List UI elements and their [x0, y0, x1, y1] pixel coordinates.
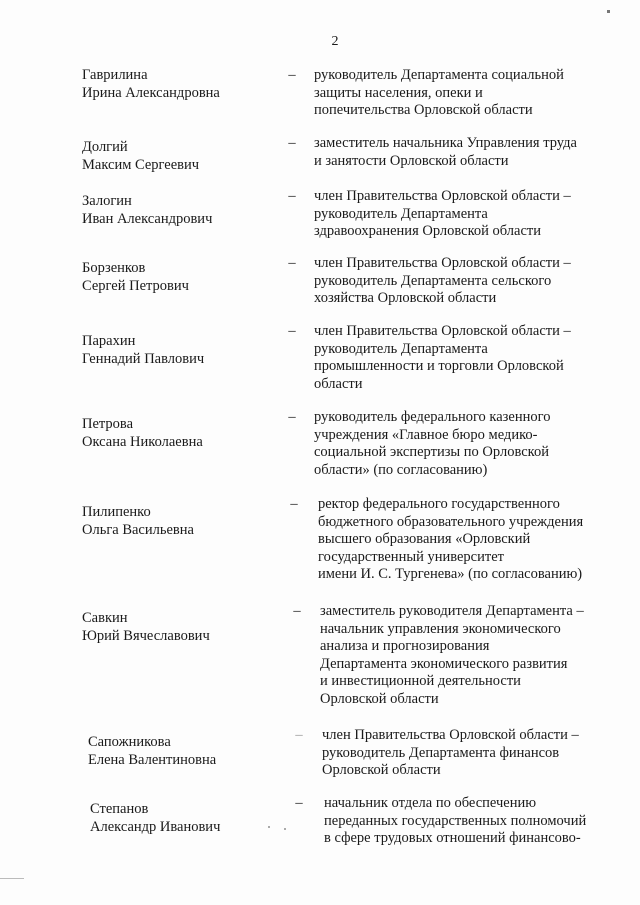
- role-line: и инвестиционной деятельности: [320, 673, 521, 689]
- member-role: [314, 67, 599, 120]
- separator-dash: –: [290, 496, 298, 512]
- member-name: [82, 416, 272, 451]
- member-given-names: Максим Сергеевич: [82, 156, 200, 173]
- separator-dash: –: [288, 188, 296, 204]
- separator-dash: –: [288, 255, 296, 271]
- role-line: переданных государственных полномочий: [324, 812, 587, 829]
- member-given-names: Сергей Петрович: [82, 277, 189, 294]
- separator-dash: –: [295, 795, 303, 811]
- role-line: руководитель Департамента социальной: [314, 67, 564, 83]
- page-number: 2: [331, 34, 339, 49]
- role-line: защиты населения, опеки и: [314, 84, 483, 101]
- member-surname: Сапожникова: [88, 734, 171, 750]
- member-role: [314, 188, 599, 241]
- member-name: [82, 67, 272, 102]
- role-line: руководитель Департамента: [314, 205, 488, 222]
- role-line: Департамента экономического развития: [320, 655, 568, 672]
- separator-dash: –: [288, 67, 296, 83]
- member-surname: Степанов: [90, 801, 149, 817]
- member-surname: Долгий: [82, 139, 128, 155]
- separator-dash: –: [295, 727, 303, 743]
- separator-dash: –: [288, 135, 296, 151]
- member-name: [82, 333, 272, 368]
- role-line: здравоохранения Орловской области: [314, 223, 541, 239]
- role-line: член Правительства Орловской области –: [314, 255, 571, 271]
- role-line: член Правительства Орловской области –: [314, 323, 571, 339]
- role-line: и занятости Орловской области: [314, 152, 509, 169]
- role-line: имени И. С. Тургенева» (по согласованию): [318, 566, 583, 582]
- member-surname: Петрова: [82, 416, 134, 432]
- role-line: Орловской области: [322, 762, 441, 778]
- role-line: высшего образования «Орловский: [318, 531, 531, 547]
- member-role: [322, 727, 607, 780]
- member-role: [318, 496, 603, 584]
- member-name: [82, 193, 272, 228]
- scan-speck: [607, 10, 610, 13]
- role-line: учреждения «Главное бюро медико-: [314, 426, 538, 443]
- role-line: заместитель руководителя Департамента –: [320, 603, 584, 619]
- member-given-names: Александр Иванович: [90, 818, 221, 835]
- role-line: анализа и прогнозирования: [320, 638, 490, 654]
- role-line: области» (по согласованию): [314, 461, 488, 478]
- role-line: Орловской области: [320, 690, 439, 707]
- role-line: хозяйства Орловской области: [314, 290, 497, 306]
- role-line: начальник управления экономического: [320, 620, 561, 637]
- member-surname: Савкин: [82, 610, 128, 626]
- member-given-names: Иван Александрович: [82, 210, 213, 227]
- scan-speck: [0, 878, 24, 879]
- member-role: [314, 323, 599, 393]
- scan-speck: [268, 826, 270, 828]
- member-name: [82, 139, 272, 174]
- role-line: заместитель начальника Управления труда: [314, 135, 577, 151]
- member-name: [82, 260, 272, 295]
- separator-dash: –: [293, 603, 301, 619]
- role-line: член Правительства Орловской области –: [322, 727, 579, 743]
- member-name: [88, 734, 278, 769]
- separator-dash: –: [288, 409, 296, 425]
- member-given-names: Оксана Николаевна: [82, 433, 203, 450]
- role-line: руководитель Департамента: [314, 340, 488, 357]
- member-given-names: Геннадий Павлович: [82, 350, 205, 367]
- role-line: попечительства Орловской области: [314, 102, 533, 118]
- separator-dash: –: [288, 323, 296, 339]
- role-line: руководитель федерального казенного: [314, 409, 551, 425]
- scan-speck: [284, 828, 286, 830]
- member-surname: Борзенков: [82, 260, 146, 276]
- member-given-names: Елена Валентиновна: [88, 751, 217, 768]
- member-given-names: Юрий Вячеславович: [82, 627, 210, 644]
- role-line: руководитель Департамента сельского: [314, 272, 552, 289]
- role-line: в сфере трудовых отношений финансово-: [324, 830, 581, 846]
- role-line: государственный университет: [318, 548, 504, 565]
- role-line: начальник отдела по обеспечению: [324, 795, 537, 811]
- member-role: [314, 409, 599, 479]
- role-line: руководитель Департамента финансов: [322, 744, 560, 761]
- member-surname: Гаврилина: [82, 67, 148, 83]
- member-surname: Залогин: [82, 193, 132, 209]
- member-surname: Парахин: [82, 333, 136, 349]
- member-role: [314, 135, 599, 170]
- member-name: [82, 610, 272, 645]
- role-line: бюджетного образовательного учреждения: [318, 513, 584, 530]
- role-line: социальной экспертизы по Орловской: [314, 444, 549, 460]
- member-name: [90, 801, 280, 836]
- member-given-names: Ирина Александровна: [82, 84, 220, 101]
- role-line: промышленности и торговли Орловской: [314, 358, 564, 374]
- member-given-names: Ольга Васильевна: [82, 521, 194, 538]
- member-name: [82, 504, 272, 539]
- role-line: области: [314, 375, 363, 392]
- member-role: [314, 255, 599, 308]
- member-surname: Пилипенко: [82, 504, 151, 520]
- member-role: [320, 603, 605, 708]
- role-line: член Правительства Орловской области –: [314, 188, 571, 204]
- member-role: [324, 795, 609, 848]
- role-line: ректор федерального государственного: [318, 496, 560, 512]
